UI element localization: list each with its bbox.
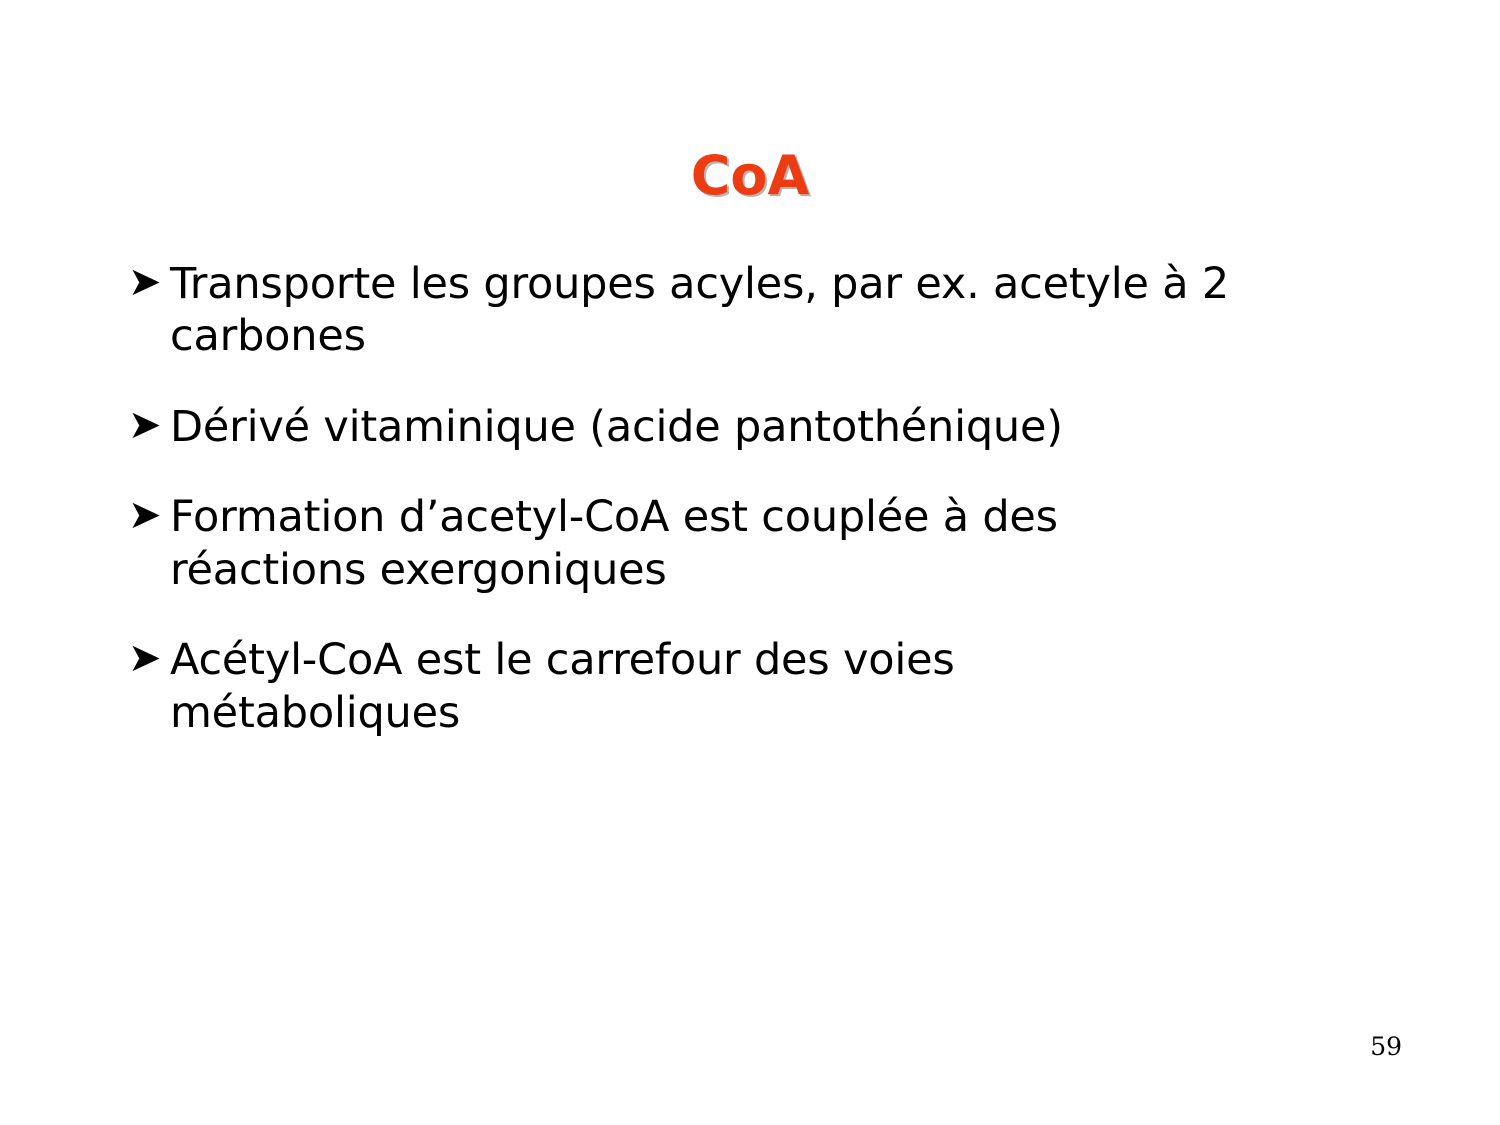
list-item [128,258,1398,363]
bullet-arrow-icon: ➤ [128,492,162,539]
list-item [128,491,1398,596]
list-item-text: Transporte les groupes acyles, par ex. acetyle à 2 carbones [170,259,1230,362]
page-title: CoA [690,144,810,207]
bullet-arrow-icon: ➤ [128,401,162,448]
bullet-list [128,258,1398,777]
bullet-arrow-icon: ➤ [128,259,162,305]
page-number: 59 [1370,1032,1402,1061]
list-item-text: Formation d’acetyl-CoA est couplée à des réactions exergoniques [170,492,1058,595]
list-item [128,401,1398,453]
list-item-text: Dérivé vitaminique (acide pantothénique) [170,401,1063,452]
list-item [128,634,1398,739]
bullet-arrow-icon: ➤ [128,635,162,682]
list-item-text: Acétyl-CoA est le carrefour des voies métaboliques [170,635,955,738]
